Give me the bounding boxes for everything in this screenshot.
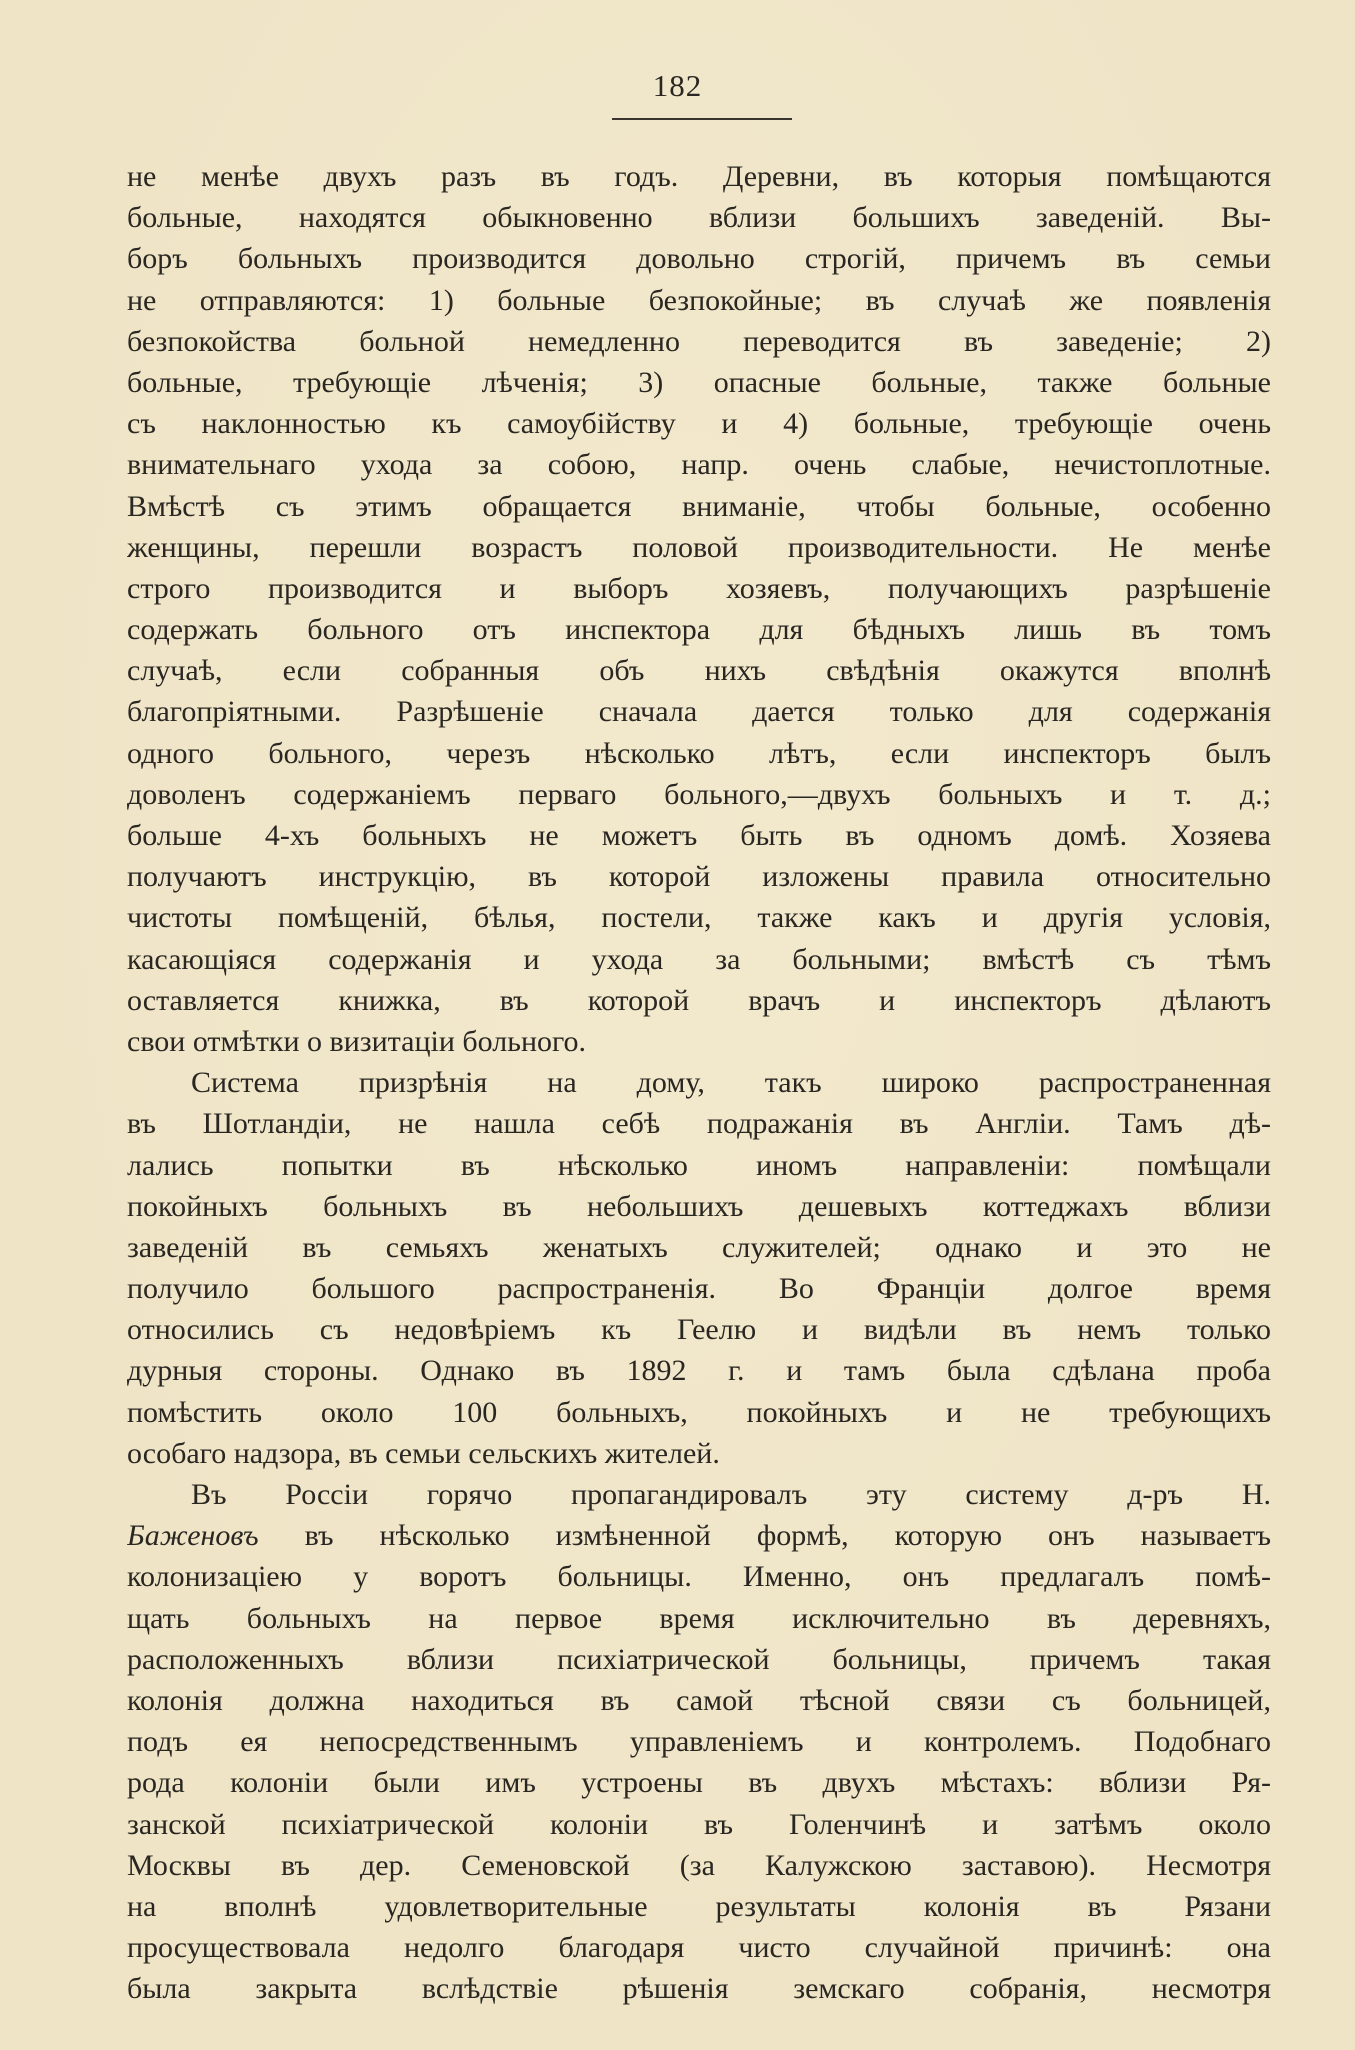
text-line: одного больного, черезъ нѣсколько лѣтъ, если инспекторъ былъ (127, 736, 1271, 770)
header-rule (612, 118, 792, 120)
text-line: дурныя стороны. Однако въ 1892 г. и тамъ была сдѣлана проба (127, 1354, 1271, 1388)
text-line: просуществовала недолго благодаря чисто случайной причинѣ: она (127, 1931, 1271, 1965)
text-line: доволенъ содержаніемъ перваго больного,—двухъ больныхъ и т. д.; (127, 777, 1271, 811)
text-line: колонія должна находиться въ самой тѣсной связи съ больницей, (127, 1683, 1271, 1717)
text-line: безпокойства больной немедленно переводится въ заведеніе; 2) (127, 324, 1271, 358)
text-line: колонизаціею у воротъ больницы. Именно, онъ предлагалъ помѣ- (127, 1560, 1271, 1594)
page-number: 182 (652, 68, 703, 103)
text-line: больше 4-хъ больныхъ не можетъ быть въ одномъ домѣ. Хозяева (127, 819, 1271, 852)
text-line: съ наклонностью къ самоубійству и 4) больные, требующіе очень (127, 407, 1271, 441)
text-line: рода колоніи были имъ устроены въ двухъ мѣстахъ: вблизи Ря- (127, 1766, 1271, 1800)
text-line: Москвы въ дер. Семеновской (за Калужскою заставою). Несмотря (127, 1848, 1271, 1882)
text-line: получаютъ инструкцію, въ которой изложены правила относительно (127, 860, 1271, 894)
text-line: на вполнѣ удовлетворительные результаты колонія въ Рязани (127, 1889, 1271, 1923)
text-line: была закрыта вслѣдствіе рѣшенія земскаго собранія, несмотря (127, 1972, 1271, 2006)
text-line: содержать больного отъ инспектора для бѣдныхъ лишь въ томъ (127, 613, 1271, 647)
text-line: строго производится и выборъ хозяевъ, получающихъ разрѣшеніе (127, 571, 1271, 605)
text-line: покойныхъ больныхъ въ небольшихъ дешевыхъ коттеджахъ вблизи (127, 1189, 1271, 1223)
text-line: помѣстить около 100 больныхъ, покойныхъ и не требующихъ (127, 1395, 1271, 1429)
text-line: Въ Россіи горячо пропагандировалъ эту систему д-ръ Н. (191, 1478, 1271, 1511)
text-line: оставляется книжка, въ которой врачъ и инспекторъ дѣлаютъ (127, 983, 1271, 1017)
text-line: занской психіатрической колоніи въ Голенчинѣ и затѣмъ около (127, 1807, 1271, 1841)
page-header (0, 68, 1355, 104)
text-line: расположенныхъ вблизи психіатрической больницы, причемъ такая (127, 1642, 1271, 1676)
text-line: щать больныхъ на первое время исключительно въ деревняхъ, (127, 1601, 1271, 1635)
text-line: относились съ недовѣріемъ къ Геелю и видѣли въ немъ только (127, 1313, 1271, 1347)
text-line: чистоты помѣщеній, бѣлья, постели, также какъ и другія условія, (127, 901, 1271, 935)
text-line: больные, находятся обыкновенно вблизи большихъ заведеній. Вы- (127, 201, 1271, 235)
text-line: Система призрѣнія на дому, такъ широко распространенная (191, 1066, 1271, 1100)
text-line: заведеній въ семьяхъ женатыхъ служителей; однако и это не (127, 1230, 1271, 1264)
body-text (127, 156, 1271, 2009)
text-line: внимательнаго ухода за собою, напр. очень слабые, нечистоплотные. (127, 448, 1271, 482)
text-line: боръ больныхъ производится довольно строгій, причемъ въ семьи (127, 242, 1271, 276)
text-line: случаѣ, если собранныя объ нихъ свѣдѣнія окажутся вполнѣ (127, 654, 1271, 688)
text-line: касающіяся содержанія и ухода за больными; вмѣстѣ съ тѣмъ (127, 942, 1271, 976)
text-line: въ Шотландіи, не нашла себѣ подражанія въ Англіи. Тамъ дѣ- (127, 1107, 1271, 1141)
author-name: Баженовъ (127, 1519, 259, 1553)
text-line: особаго надзора, въ семьи сельскихъ жителей. (127, 1436, 720, 1470)
text-line: Вмѣстѣ съ этимъ обращается вниманіе, чтобы больные, особенно (127, 489, 1271, 523)
text-line: свои отмѣтки о визитаціи больного. (127, 1024, 587, 1058)
text-line: не менѣе двухъ разъ въ годъ. Деревни, въ которыя помѣщаются (127, 160, 1271, 193)
text-line: женщины, перешли возрастъ половой производительности. Не менѣе (127, 530, 1271, 564)
text-line: благопріятными. Разрѣшеніе сначала дается только для содержанія (127, 695, 1271, 729)
text-line: лались попытки въ нѣсколько иномъ направленіи: помѣщали (127, 1148, 1271, 1182)
text-line: подъ ея непосредственнымъ управленіемъ и контролемъ. Подобнаго (127, 1725, 1271, 1759)
text-line: Баженовъ въ нѣсколько измѣненной формѣ, которую онъ называетъ (127, 1519, 1271, 1553)
text-line: получило большого распространенія. Во Франціи долгое время (127, 1272, 1271, 1306)
text-line: не отправляются: 1) больные безпокойные; въ случаѣ же появленія (127, 283, 1271, 317)
text-line: больные, требующіе лѣченія; 3) опасные больные, также больные (127, 365, 1271, 399)
